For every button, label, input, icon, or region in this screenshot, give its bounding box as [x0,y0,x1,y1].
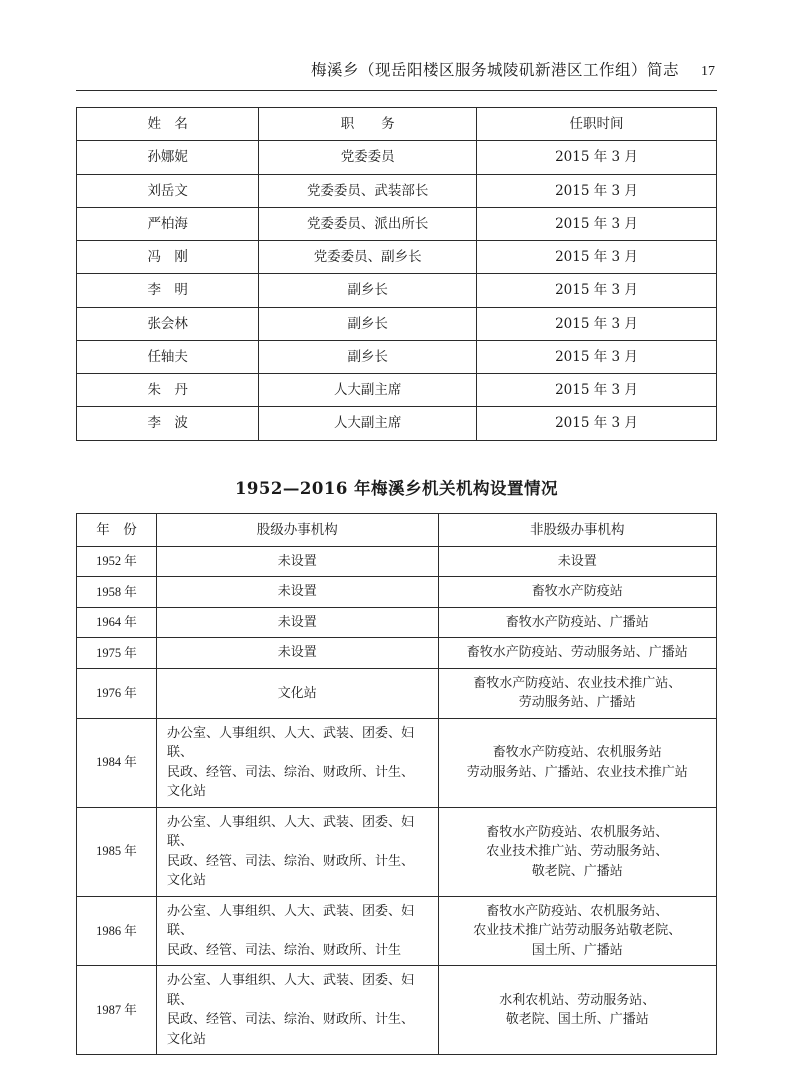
cell-feigu: 畜牧水产防疫站、农业技术推广站、 劳动服务站、广播站 [438,668,716,718]
table-row [77,966,717,1055]
cell-year: 1976 年 [77,668,157,718]
cell-feigu: 畜牧水产防疫站、农机服务站 劳动服务站、广播站、农业技术推广站 [438,718,716,807]
cell-name: 冯 刚 [77,241,259,274]
cell-name: 孙娜妮 [77,141,259,174]
cell-feigu: 水利农机站、劳动服务站、 敬老院、国土所、广播站 [438,966,716,1055]
cell-date: 2015 年 3 月 [476,141,716,174]
cell-gu: 未设置 [157,546,439,577]
table-row [77,274,717,307]
cell-feigu: 畜牧水产防疫站、劳动服务站、广播站 [438,638,716,669]
cell-post: 副乡长 [259,274,477,307]
table-row [77,718,717,807]
cell-name: 任轴夫 [77,340,259,373]
column-header-feigu: 非股级办事机构 [438,513,716,546]
cell-date: 2015 年 3 月 [476,407,716,440]
table-row [77,307,717,340]
column-header-gu: 股级办事机构 [157,513,439,546]
cell-gu: 未设置 [157,638,439,669]
cell-gu: 办公室、人事组织、人大、武装、团委、妇联、 民政、经管、司法、综治、财政所、计生 [157,896,439,966]
cell-year: 1952 年 [77,546,157,577]
cell-post: 党委委员 [259,141,477,174]
cell-name: 严柏海 [77,207,259,240]
cell-gu: 办公室、人事组织、人大、武装、团委、妇联、 民政、经管、司法、综治、财政所、计生、 文化站 [157,718,439,807]
cell-gu: 办公室、人事组织、人大、武装、团委、妇联、 民政、经管、司法、综治、财政所、计生、 文化站 [157,807,439,896]
cell-name: 张会林 [77,307,259,340]
table-row [77,668,717,718]
cell-year: 1985 年 [77,807,157,896]
table-row [77,546,717,577]
cell-year: 1986 年 [77,896,157,966]
cell-post: 人大副主席 [259,407,477,440]
column-header-date: 任职时间 [476,108,716,141]
table-header-row [77,513,717,546]
cell-name: 李 明 [77,274,259,307]
table-header-row [77,108,717,141]
header-title: 梅溪乡（现岳阳楼区服务城陵矶新港区工作组）简志 [310,61,679,79]
cell-feigu: 畜牧水产防疫站、农机服务站、 农业技术推广站劳动服务站敬老院、 国土所、广播站 [438,896,716,966]
cell-gu: 文化站 [157,668,439,718]
cell-date: 2015 年 3 月 [476,207,716,240]
organization-table [76,513,717,1056]
cell-year: 1975 年 [77,638,157,669]
officials-table [76,107,717,441]
table-row [77,207,717,240]
cell-post: 人大副主席 [259,374,477,407]
cell-post: 副乡长 [259,307,477,340]
column-header-year: 年 份 [77,513,157,546]
cell-date: 2015 年 3 月 [476,307,716,340]
table-row [77,577,717,608]
header-rule [76,90,717,91]
cell-year: 1987 年 [77,966,157,1055]
cell-post: 副乡长 [259,340,477,373]
cell-gu: 未设置 [157,577,439,608]
cell-date: 2015 年 3 月 [476,374,716,407]
cell-date: 2015 年 3 月 [476,241,716,274]
running-header [76,58,717,88]
table-row [77,638,717,669]
cell-name: 朱 丹 [77,374,259,407]
table-row [77,407,717,440]
cell-name: 李 波 [77,407,259,440]
section-title: 1952—2016 年梅溪乡机关机构设置情况 [234,478,559,498]
table-row [77,807,717,896]
table-row [77,896,717,966]
cell-date: 2015 年 3 月 [476,274,716,307]
cell-name: 刘岳文 [77,174,259,207]
column-header-post: 职 务 [259,108,477,141]
cell-feigu: 畜牧水产防疫站、农机服务站、 农业技术推广站、劳动服务站、 敬老院、广播站 [438,807,716,896]
column-header-name: 姓 名 [77,108,259,141]
cell-post: 党委委员、副乡长 [259,241,477,274]
table-row [77,607,717,638]
cell-post: 党委委员、武装部长 [259,174,477,207]
table-row [77,340,717,373]
cell-feigu: 未设置 [438,546,716,577]
cell-date: 2015 年 3 月 [476,340,716,373]
cell-year: 1964 年 [77,607,157,638]
table-row [77,374,717,407]
cell-gu: 未设置 [157,607,439,638]
cell-gu: 办公室、人事组织、人大、武装、团委、妇联、 民政、经管、司法、综治、财政所、计生、 文化站 [157,966,439,1055]
cell-feigu: 畜牧水产防疫站 [438,577,716,608]
cell-post: 党委委员、派出所长 [259,207,477,240]
cell-date: 2015 年 3 月 [476,174,716,207]
table-row [77,174,717,207]
table-row [77,241,717,274]
cell-year: 1958 年 [77,577,157,608]
table-row [77,141,717,174]
cell-year: 1984 年 [77,718,157,807]
page-number: 17 [701,64,715,79]
cell-feigu: 畜牧水产防疫站、广播站 [438,607,716,638]
